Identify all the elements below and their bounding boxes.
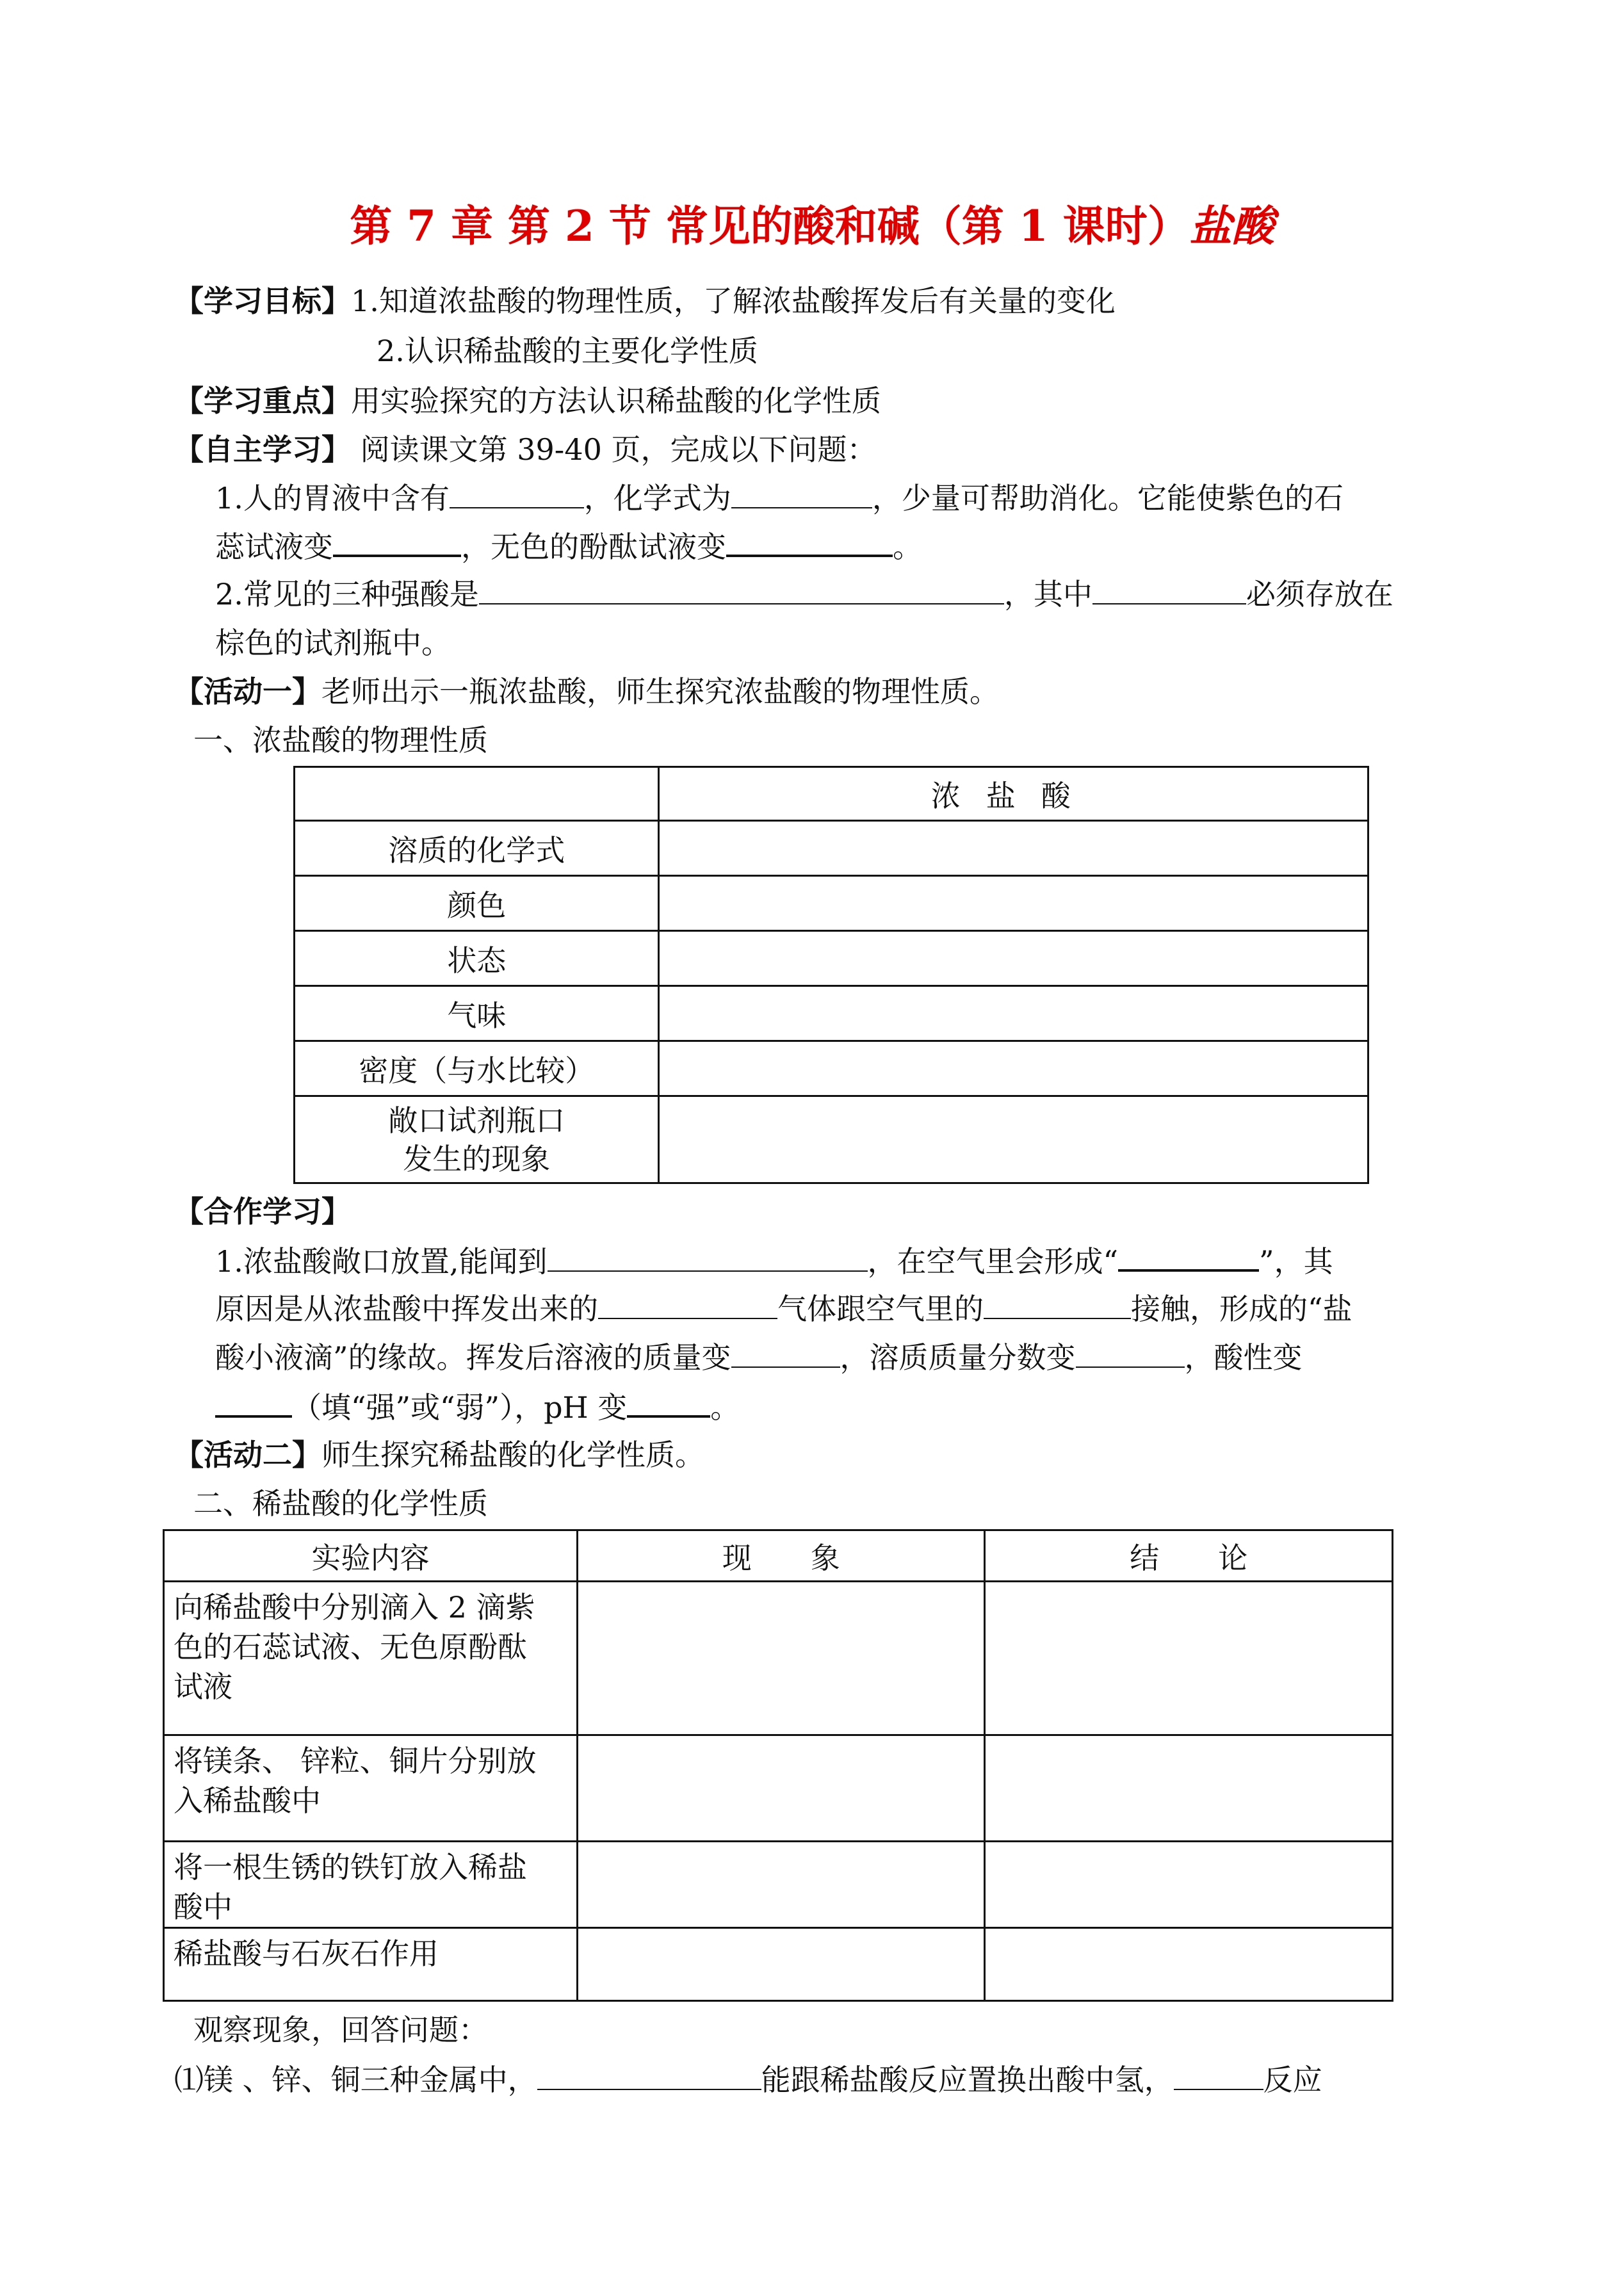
table-row	[164, 1735, 1393, 1842]
table-header	[659, 767, 1368, 821]
title-main: 第 7 章 第 2 节 常见的酸和碱（第 1 课时）	[350, 201, 1190, 251]
q2-text-b: ，其中	[1003, 577, 1092, 612]
observe-text: 观察现象，回答问题：	[193, 2013, 488, 2047]
observe-q1-line	[174, 2061, 1322, 2099]
self-study-q2-line-2	[215, 624, 451, 662]
observe-blank-1[interactable]	[537, 2061, 761, 2090]
row-label-color: 颜色	[295, 876, 659, 931]
experiment-cell-metals	[164, 1735, 578, 1842]
observe-blank-2[interactable]	[1174, 2061, 1263, 2090]
answer-cell[interactable]	[985, 1582, 1393, 1735]
experiment-cell-rusty-nail	[164, 1842, 578, 1928]
q1-text-c: ，少量可帮助消化。它能使紫色的石	[872, 481, 1344, 515]
coop-label: 【合作学习】	[174, 1194, 351, 1229]
coop-line-2	[215, 1290, 1352, 1328]
answer-cell[interactable]	[659, 1041, 1368, 1096]
table-row	[295, 931, 1368, 986]
coop-line-3	[215, 1338, 1303, 1377]
answer-cell[interactable]	[659, 931, 1368, 986]
activity1-label: 【活动一】	[174, 674, 321, 709]
table-row	[164, 1530, 1393, 1582]
focus-text: 用实验探究的方法认识稀盐酸的化学性质	[351, 384, 881, 418]
coop-text-4b: 。	[710, 1390, 740, 1425]
page-title	[0, 192, 1624, 253]
row-label-state: 状态	[295, 931, 659, 986]
self-study-q1-line-1	[215, 479, 1344, 517]
coop-blank-7[interactable]	[215, 1387, 292, 1418]
table-row	[164, 1842, 1393, 1928]
q2-blank-1[interactable]	[479, 575, 1004, 604]
observe-line	[193, 2011, 488, 2049]
table-row	[164, 1928, 1393, 2001]
activity2-section-text: 二、稀盐酸的化学性质	[193, 1486, 488, 1521]
coop-blank-8[interactable]	[627, 1387, 710, 1418]
row-label-formula: 溶质的化学式	[295, 821, 659, 876]
activity1-section-text: 一、浓盐酸的物理性质	[193, 723, 488, 758]
answer-cell[interactable]	[985, 1842, 1393, 1928]
coop-blank-1[interactable]	[548, 1242, 868, 1272]
objectives-line-2	[377, 332, 758, 370]
observe-q1-text-c: 反应	[1263, 2063, 1322, 2097]
physical-properties-table	[293, 766, 1369, 1184]
q1-blank-1[interactable]	[450, 479, 584, 508]
q2-text-d: 棕色的试剂瓶中。	[215, 626, 451, 660]
row-label-open-bottle	[295, 1096, 659, 1183]
chemical-properties-table	[163, 1529, 1393, 2002]
title-italic: 盐酸	[1189, 201, 1274, 251]
self-study-line	[174, 430, 876, 469]
objectives-label: 【学习目标】	[174, 284, 351, 318]
q1-blank-4[interactable]	[726, 526, 893, 557]
coop-text-2c: 接触，形成的“盐	[1131, 1292, 1352, 1326]
row-label-line-1: 敞口试剂瓶口	[388, 1103, 565, 1138]
answer-cell[interactable]	[659, 1096, 1368, 1183]
q1-blank-3[interactable]	[333, 526, 461, 557]
table-row	[295, 821, 1368, 876]
answer-cell[interactable]	[985, 1735, 1393, 1842]
experiment-text: 将镁条、 锌粒、铜片分别放	[174, 1744, 537, 1778]
table-row	[295, 767, 1368, 821]
answer-cell[interactable]	[659, 821, 1368, 876]
activity2-label: 【活动二】	[174, 1438, 321, 1472]
q2-text-c: 必须存放在	[1246, 577, 1393, 612]
coop-blank-5[interactable]	[731, 1338, 840, 1368]
coop-text-1c: ”，其	[1259, 1244, 1333, 1279]
coop-blank-3[interactable]	[598, 1290, 777, 1319]
q2-text-a: 2.常见的三种强酸是	[215, 577, 479, 612]
experiment-text: 入稀盐酸中	[174, 1783, 321, 1818]
row-label-line-2: 发生的现象	[403, 1141, 551, 1176]
row-label-odor: 气味	[295, 986, 659, 1041]
answer-cell[interactable]	[577, 1928, 985, 2001]
experiment-text: 酸中	[174, 1890, 232, 1924]
header-conclusion: 结 论	[985, 1530, 1393, 1582]
experiment-text: 向稀盐酸中分别滴入 2 滴紫	[174, 1590, 535, 1625]
experiment-cell-limestone	[164, 1928, 578, 2001]
q2-blank-2[interactable]	[1092, 575, 1246, 604]
coop-line-1	[215, 1241, 1333, 1281]
self-study-text: 阅读课文第 39-40 页，完成以下问题：	[360, 432, 877, 467]
observe-q1-text-b: 能跟稀盐酸反应置换出酸中氢，	[761, 2063, 1174, 2097]
objective-item-2: 2.认识稀盐酸的主要化学性质	[377, 334, 758, 368]
objectives-line-1	[174, 282, 1116, 320]
coop-text-2b: 气体跟空气里的	[777, 1292, 984, 1326]
table-row	[164, 1582, 1393, 1735]
experiment-cell-indicators	[164, 1582, 578, 1735]
answer-cell[interactable]	[577, 1582, 985, 1735]
activity2-section-title	[193, 1484, 488, 1523]
coop-text-1a: 1.浓盐酸敞口放置,能闻到	[215, 1244, 548, 1279]
coop-text-3c: ，酸性变	[1184, 1340, 1303, 1375]
activity2-text: 师生探究稀盐酸的化学性质。	[321, 1438, 704, 1472]
answer-cell[interactable]	[985, 1928, 1393, 2001]
experiment-text: 试液	[174, 1669, 232, 1704]
table-row	[295, 986, 1368, 1041]
q1-text-b: ，化学式为	[583, 481, 731, 515]
answer-cell[interactable]	[577, 1735, 985, 1842]
coop-text-4a: （填“强”或“弱”），pH 变	[292, 1390, 628, 1425]
q1-text-e: ，无色的酚酞试液变	[461, 530, 726, 564]
coop-blank-6[interactable]	[1076, 1338, 1185, 1368]
coop-text-2a: 原因是从浓盐酸中挥发出来的	[215, 1292, 598, 1326]
q1-text-a: 1.人的胃液中含有	[215, 481, 450, 515]
activity1-section-title	[193, 721, 488, 759]
coop-text-3a: 酸小液滴”的缘故。挥发后溶液的质量变	[215, 1340, 731, 1375]
activity1-text: 老师出示一瓶浓盐酸，师生探究浓盐酸的物理性质。	[321, 674, 999, 709]
row-label-density: 密度（与水比较）	[295, 1041, 659, 1096]
coop-blank-4[interactable]	[984, 1290, 1131, 1319]
observe-q1-text-a: ⑴镁 、锌、铜三种金属中，	[174, 2063, 537, 2097]
table-row	[295, 1096, 1368, 1183]
self-study-q2-line-1	[215, 575, 1393, 613]
table-cell	[295, 767, 659, 821]
activity1-line	[174, 672, 999, 711]
experiment-text: 色的石蕊试液、无色原酚酞	[174, 1630, 527, 1664]
self-study-q1-line-2	[215, 526, 922, 566]
q1-text-d: 蕊试液变	[215, 530, 333, 564]
coop-line-4	[215, 1387, 740, 1427]
q1-blank-2[interactable]	[731, 479, 872, 508]
answer-cell[interactable]	[659, 986, 1368, 1041]
header-experiment: 实验内容	[164, 1530, 578, 1582]
coop-text-1b: ，在空气里会形成“	[867, 1244, 1119, 1279]
self-study-label: 【自主学习】	[174, 432, 351, 467]
coop-text-3b: ，溶质质量分数变	[840, 1340, 1076, 1375]
experiment-text: 稀盐酸与石灰石作用	[174, 1936, 439, 1971]
objective-item-1: 1.知道浓盐酸的物理性质，了解浓盐酸挥发后有关量的变化	[351, 284, 1116, 318]
focus-line	[174, 382, 881, 420]
coop-label-line	[174, 1192, 351, 1231]
experiment-text: 将一根生锈的铁钉放入稀盐	[174, 1850, 527, 1885]
header-concentrated-hcl: 浓盐酸	[930, 778, 1096, 813]
activity2-line	[174, 1436, 704, 1474]
q1-text-f: 。	[893, 530, 922, 564]
coop-blank-2[interactable]	[1118, 1241, 1259, 1272]
answer-cell[interactable]	[577, 1842, 985, 1928]
table-row	[295, 1041, 1368, 1096]
focus-label: 【学习重点】	[174, 384, 351, 418]
table-row	[295, 876, 1368, 931]
answer-cell[interactable]	[659, 876, 1368, 931]
header-phenomenon: 现 象	[577, 1530, 985, 1582]
